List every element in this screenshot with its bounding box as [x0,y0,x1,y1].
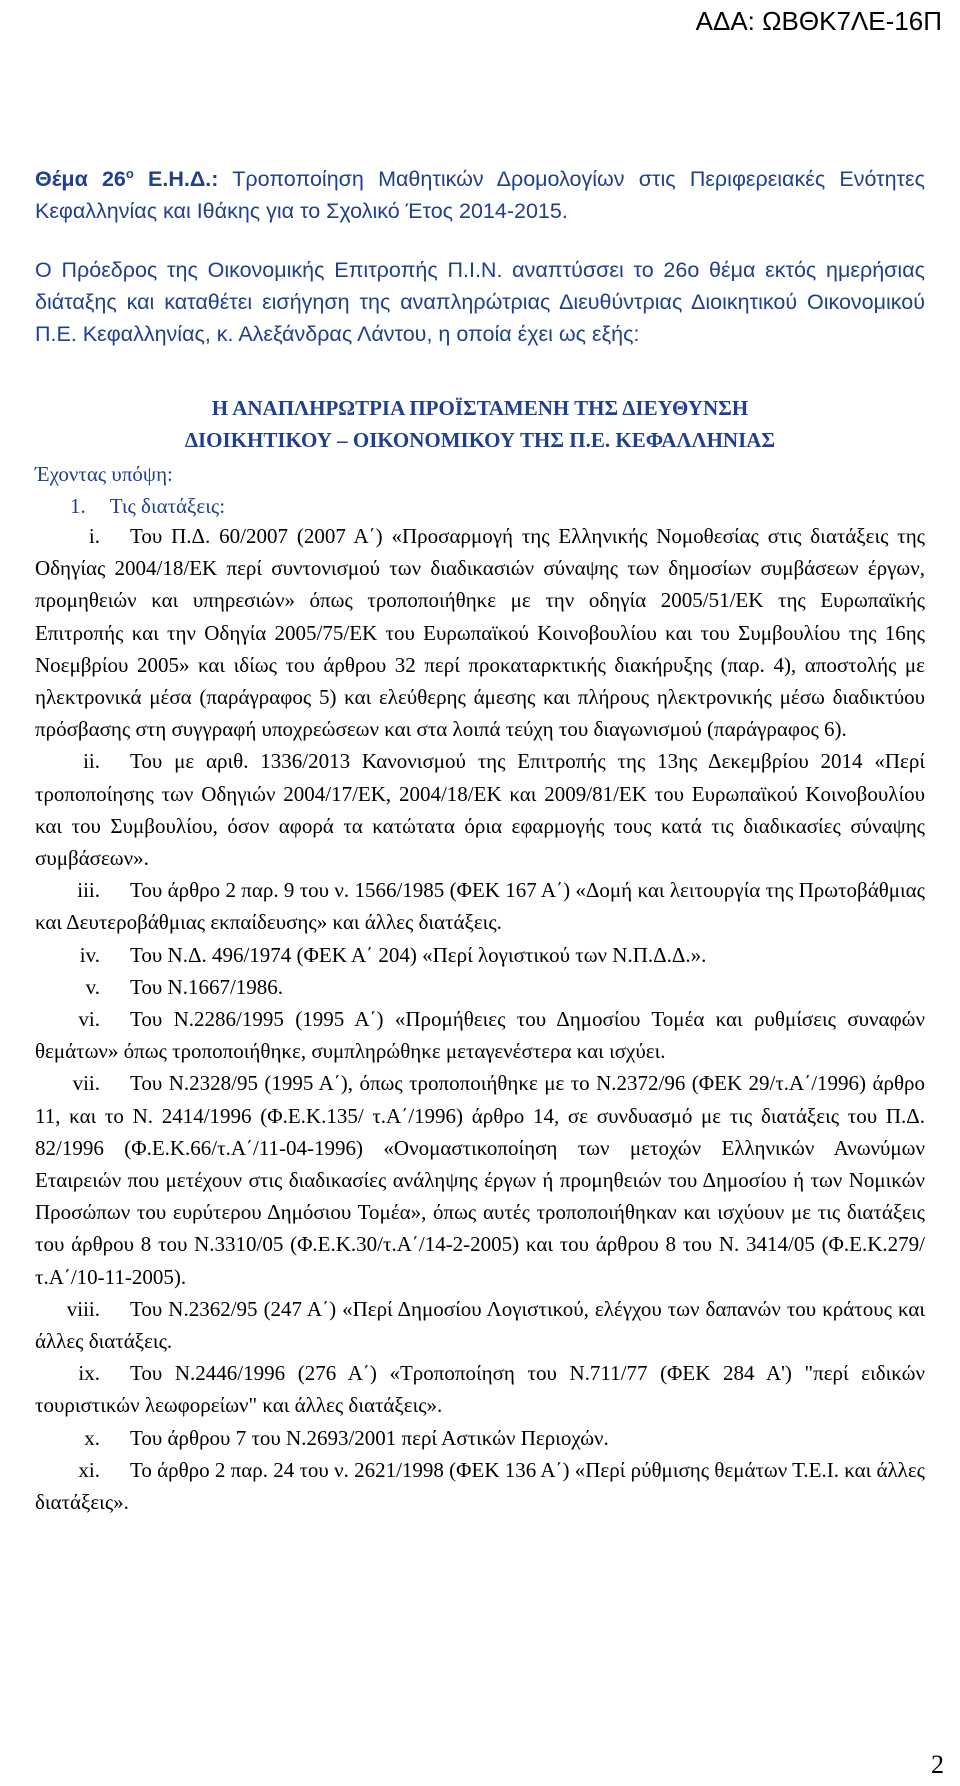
ada-reference: ΑΔΑ: ΩΒΘΚ7ΛΕ-16Π [695,6,942,36]
intro-paragraph: Ο Πρόεδρος της Οικονομικής Επιτροπής Π.Ι.Ν. αναπτύσσει το 26ο θέμα εκτός ημερήσιας διάταξης και καταθέτει εισήγηση της αναπληρώτριας Διευθύντριας Διοικητικού Οικονομικού Π.Ε. Κεφαλληνίας, κ. Αλεξάνδρας Λάντου, η οποία έχει ως εξής: [35,258,925,346]
item-numeral: ii. [83,749,100,774]
list-number: 1. [70,494,86,518]
topic-label: Θέμα $26^o$ Ε.Η.Δ.: [35,166,219,192]
list-item [35,1422,925,1454]
item-numeral: xi. [78,1457,100,1482]
item-text: Του Ν.2362/95 (247 Α΄) «Περί Δημοσίου Λογιστικού, ελέγχου των δαπανών του κράτους και άλλες διατάξεις. [35,1296,925,1354]
item-numeral: vi. [78,1007,100,1032]
item-text: Του Ν.2328/95 (1995 Α΄), όπως τροποποιήθηκε με το Ν.2372/96 (ΦΕΚ 29/τ.Α΄/1996) άρθρο 11, και το Ν. 2414/1996 (Φ.Ε.Κ.135/ τ.Α΄/1996) άρθρο 14, σε συνδυασμό με τις διατάξεις του Π.Δ. 82/1996 (Φ.Ε.Κ.66/τ.Α΄/11-04-1996) «Ονομαστικοποίηση των μετοχών Ελληνικών Ανωνύμων Εταιρειών που μετέχουν στις διαδικασίες ανάληψης έργων ή προμηθειών του Δημοσίου ή των Νομικών Προσώπων του ευρύτερου Δημόσιου Τομέα», όπως αυτές τροποποιήθηκαν και ισχύουν με τις διατάξεις του άρθρου 8 του Ν.3310/05 (Φ.Ε.Κ.30/τ.Α΄/14-2-2005) και του άρθρου 8 του Ν. 3414/05 (Φ.Ε.Κ.279/τ.Α΄/10-11-2005). [35,1071,925,1289]
list-item [35,1003,925,1067]
item-numeral: x. [84,1425,100,1450]
item-text: Του Ν.Δ. 496/1974 (ΦΕΚ Α΄ 204) «Περί λογιστικού των Ν.Π.Δ.Δ.». [130,942,707,967]
list-title: Τις διατάξεις: [109,494,226,518]
list-item [35,971,925,1003]
item-numeral: iv. [79,942,100,967]
list-item [35,874,925,938]
topic-text: Τροποποίηση Μαθητικών Δρομολογίων στις Περιφερειακές Ενότητες Κεφαλληνίας και Ιθάκης για το Σχολικό Έτος 2014-2015. [35,167,926,224]
list-item [35,1357,925,1421]
item-numeral: i. [88,524,100,548]
list-item [35,939,925,971]
list-heading [70,490,225,522]
item-text: Του με αριθ. 1336/2013 Κανονισμού της Επιτροπής της 13ης Δεκεμβρίου 2014 «Περί τροποποίησης των Οδηγιών 2004/17/ΕΚ, 2004/18/ΕΚ και 2009/81/ΕΚ του Ευρωπαϊκού Κοινοβουλίου και του Συμβουλίου, όσον αφορά τα κατώτατα όρια εφαρμογής τους κατά τις διαδικασίες σύναψης συμβάσεων». [35,749,925,871]
section-heading [35,392,925,456]
list-item [35,1293,925,1357]
item-text: Του Ν.2446/1996 (276 Α΄) «Τροποποίηση του Ν.711/77 (ΦΕΚ 284 Α') "περί ειδικών τουριστικών λεωφορείων" και άλλες διατάξεις». [35,1361,925,1418]
item-text: Του άρθρου 7 του Ν.2693/2001 περί Αστικών Περιοχών. [130,1425,609,1450]
page-number: 2 [931,1750,944,1779]
item-numeral: vii. [72,1071,100,1096]
heading-line-1: Η ΑΝΑΠΛΗΡΩΤΡΙΑ ΠΡΟΪΣΤΑΜΕΝΗ ΤΗΣ ΔΙΕΥΘΥΝΣΗ [211,396,749,420]
item-text: Του Π.Δ. 60/2007 (2007 Α΄) «Προσαρμογή της Ελληνικής Νομοθεσίας στις διατάξεις της Οδηγίας 2004/18/ΕΚ περί συντονισμού των διαδικασιών σύναψης των δημοσίων συμβάσεων έργων, προμηθειών και υπηρεσιών» όπως τροποποιήθηκε με την οδηγία 2005/51/ΕΚ της Ευρωπαϊκής Επιτροπής και την Οδηγία 2005/75/ΕΚ του Ευρωπαϊκού Κοινοβουλίου και του Συμβουλίου της 16ης Νοεμβρίου 2005» και ιδίως του άρθρου 32 περί προκαταρκτικής διακήρυξης (παρ. 4), αποστολής με ηλεκτρονικά μέσα (παράγραφος 5) και ελεύθερης άμεσης και πλήρους ηλεκτρονικής μέσω διαδικτύου πρόσβασης στη συγγραφή υποχρεώσεων και στα λοιπά τεύχη του διαγωνισμού (παράγραφος 6). [35,524,925,742]
list-item [35,1454,925,1518]
item-numeral: iii. [77,878,100,903]
item-numeral: ix. [78,1361,100,1386]
list-item [35,1067,925,1292]
item-text: Του Ν.2286/1995 (1995 Α΄) «Προμήθειες του Δημοσίου Τομέα και ρυθμίσεις συναφών θεμάτων» όπως τροποποιήθηκε, συμπληρώθηκε μεταγενέστερα και ισχύει. [35,1007,925,1064]
item-text: Το άρθρο 2 παρ. 24 του ν. 2621/1998 (ΦΕΚ 136 Α΄) «Περί ρύθμισης θεμάτων Τ.Ε.Ι. και άλλες διατάξεις». [35,1457,925,1515]
item-text: Του Ν.1667/1986. [130,974,284,999]
provisions-list [35,520,925,1518]
heading-line-2: ΔΙΟΙΚΗΤΙΚΟΥ – ΟΙΚΟΝΟΜΙΚΟΥ ΤΗΣ Π.Ε. ΚΕΦΑΛΛΗΝΙΑΣ [184,428,776,452]
item-text: Του άρθρο 2 παρ. 9 του ν. 1566/1985 (ΦΕΚ 167 Α΄) «Δομή και λειτουργία της Πρωτοβάθμιας και Δευτεροβάθμιας εκπαίδευσης» και άλλες διατάξεις. [35,878,925,935]
list-item [35,520,925,745]
topic-paragraph [35,158,925,227]
list-item [35,745,925,874]
item-numeral: viii. [66,1296,100,1321]
item-numeral: v. [85,974,100,999]
having-in-view: Έχοντας υπόψη: [35,462,173,486]
